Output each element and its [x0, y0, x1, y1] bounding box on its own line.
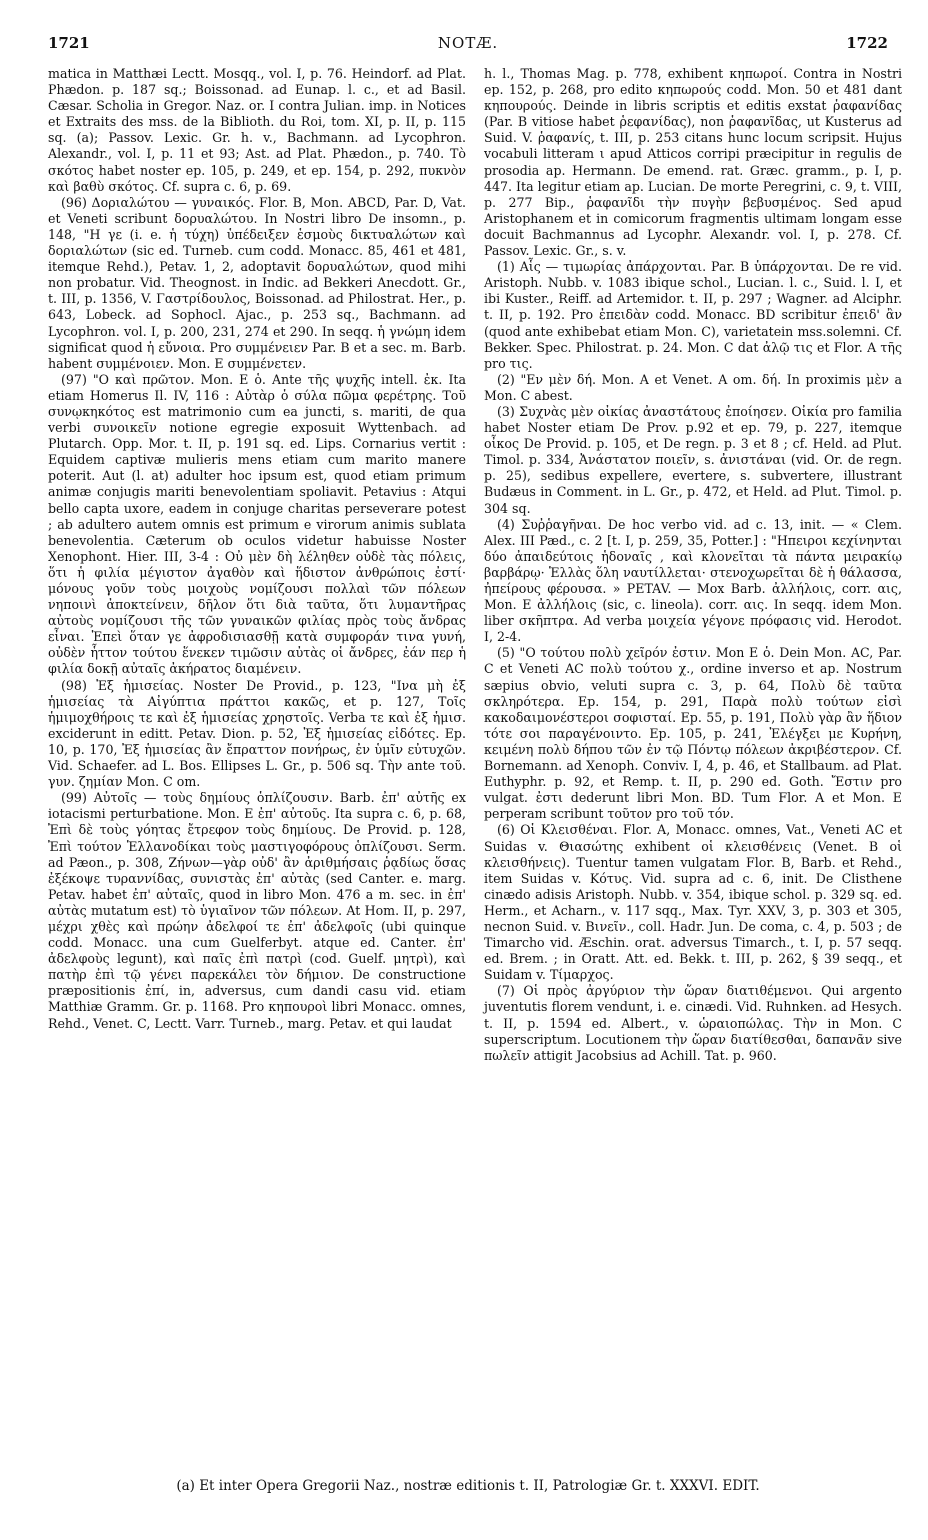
note-3: (3) Συχνὰς μὲν οἰκίας ἀναστάτους ἐποίησεν. Οἰκία pro familia habet Noster etiam De Prov. p.92 et ep. 79, p. 227, itemque οἶκος De Provid. p. 105, et De regn. p. 3 et 8 ; cf. Held. ad Plut. Timol. p. 334, Ἀνάστατον ποιεῖν, s. ἀνιστάναι (vid. Or. de regn. p. 25), sedibus expellere, evertere, s. subvertere, illustrant Budæus in Comment. in L. Gr., p. 472, et Held. ad Plut. Timol. p. 304 sq.	[484, 403, 902, 516]
running-title: NOTÆ.	[437, 34, 499, 52]
note-98: (98) Ἐξ ἡμισείας. Noster De Provid., p. 123, "Ινα μὴ ἐξ ἡμισείας τὰ Αἰγύπτια πράττοι κακῶς, et p. 127, Τοῖς ἡμιμοχθήροις τε καὶ ἐξ ἡμισείας χρηστοῖς. Verba τε καὶ ἐξ ἡμισ. exciderunt in editt. Petav. Dion. p. 52, Ἐξ ἡμισείας εἰδότες. Ep. 10, p. 170, Ἐξ ἡμισείας ἂν ἔπραττον πονήρως, ἐν ὑμῖν εὐτυχῶν. Vid. Schaefer. ad L. Bos. Ellipses L. Gr., p. 506 sq. Τὴν ante τοῦ. γυν. ζημίαν Mon. C om.	[48, 677, 466, 790]
note-paragraph: h. l., Thomas Mag. p. 778, exhibent κηπωροί. Contra in Nostri ep. 152, p. 268, pro edito κηπωρούς codd. Mon. 50 et 481 dant κηπουρούς. Deinde in libris scriptis et editis exstat ῥαφανίδας (Par. B vitiose habet ῥεφανίδας), non ῥαφανῖδας, ut Kusterus ad Suid. V. ῥαφανίς, t. III, p. 253 citans hunc locum scripsit. Hujus vocabuli litteram ι apud Atticos corripi præcipitur in regulis de prosodia ap. Hermann. De emend. rat. Græc. gramm., p. I, p. 447. Ita legitur etiam ap. Lucian. De morte Peregrini, c. 9, t. VIII, p. 277 Bip., ῥαφανῖδι τὴν πυγὴν βεβυσμένος. Sed apud Aristophanem et in comicorum fragmentis ultimam longam esse docuit Bachmannus ad Lycophr. Alexandr. vol. I, p. 278. Cf. Passov. Lexic. Gr., s. v.	[484, 66, 902, 259]
page-header	[48, 34, 888, 56]
note-7: (7) Οἱ πρὸς ἀργύριον τὴν ὥραν διατιθέμενοι. Qui argento juventutis florem vendunt, i. e. cinædi. Vid. Ruhnken. ad Hesych. t. II, p. 1594 ed. Albert., v. ὡραιοπώλας. Τὴν in Mon. C superscriptum. Locutionem τὴν ὥραν διατίθεσθαι, δαπανᾶν sive πωλεῖν attigit Jacobsius ad Achill. Tat. p. 960.	[484, 983, 902, 1063]
left-column	[48, 66, 466, 1032]
note-4: (4) Συῤῥαγῆναι. De hoc verbo vid. ad c. 13, init. — « Clem. Alex. III Pæd., c. 2 [t. I, p. 259, 35, Potter.] : "Ηπειροι κεχίνηνται δύο ἀπαιδεύτοις ἡδοναῖς , καὶ κλονεῖται τὰ πάντα μειρακίῳ βαρβάρῳ· Ἑλλὰς ὅλη ναυτίλλεται· στενοχωρεῖται δὲ ἡ θάλασσα, ἠπείρους φέρουσα. » PETAV. — Mox Barb. ἀλλήλοις, corr. αις, Mon. E ἀλλήλοις (sic, c. lineola). corr. αις. In seqq. idem Mon. liber σκῆπτρα. Ad verba μοιχεία γέγονε πρόφασις vid. Herodot. I, 2-4.	[484, 516, 902, 645]
note-paragraph: matica in Matthæi Lectt. Mosqq., vol. I, p. 76. Heindorf. ad Plat. Phædon. p. 187 sq.; Boissonad. ad Eunap. l. c., et ad Basil. Cæsar. Scholia in Gregor. Naz. or. I contra Julian. imp. in Notices et Extraits des mss. de la Biblioth. du Roi, tom. XI, p. II, p. 115 sq. (a); Passov. Lexic. Gr. h. v., Bachmann. ad Lycophron. Alexandr., vol. I, p. 11 et 93; Ast. ad Plat. Phædon., p. 740. Τὸ σκότος habet noster ep. 105, p. 249, et ep. 154, p. 292, πυκνὸν καὶ βαθὺ σκότος. Cf. supra c. 6, p. 69.	[48, 66, 466, 194]
note-6: (6) Οἱ Κλεισθέναι. Flor. A, Monacc. omnes, Vat., Veneti AC et Suidas v. Θιασώτης exhibent οἱ κλεισθένεις (Venet. B οἱ κλεισθήνεις). Tuentur tamen vulgatam Flor. B, Barb. et Rehd., item Suidas v. Κότυς. Vid. supra ad c. 6, init. De Clisthene cinædo adisis Aristoph. Nubb. v. 354, ibique schol. p. 329 sq. ed. Herm., et Acharn., v. 117 sqq., Max. Tyr. XXV, 3, p. 303 et 305, necnon Suid. v. Βινεῖν., coll. Hadr. Jun. De coma, c. 4, p. 503 ; de Timarcho vid. Æschin. orat. adversus Timarch., t. I, p. 57 seqq. ed. Brem. ; in Oratt. Att. ed. Bekk. t. III, p. 262, § 39 seqq., et Suidam v. Τίμαρχος.	[484, 822, 902, 983]
note-1: (1) Αἷς — τιμωρίας ἀπάρχονται. Par. B ὑπάρχονται. De re vid. Aristoph. Nubb. v. 1083 ibique schol., Lucian. l. c., Suid. l. I, et ibi Kuster., Reiff. ad Artemidor. t. II, p. 297 ; Wagner. ad Alciphr. t. II, p. 192. Pro ἐπειδὰν codd. Monacc. BD scribitur ἐπειδ' ἂν (quod ante exhibebat etiam Mon. C), varietatein mss.solemni. Cf. Bekker. Spec. Philostrat. p. 24. Mon. C dat ἀλῷ τις et Flor. A τῆς pro τις.	[484, 259, 902, 371]
note-96: (96) Δοριαλώτου — γυναικός. Flor. B, Mon. ABCD, Par. D, Vat. et Veneti scribunt δορυαλώτου. In Nostri libro De insomn., p. 148, "Η γε (i. e. ἡ τύχη) ὑπέδειξεν ἑσμοὺς δικτυαλώτων καὶ δοριαλώτων (sic ed. Turneb. cum codd. Monacc. 85, 461 et 481, itemque Rehd.), Petav. 1, 2, adoptavit δορυαλώτων, quod mihi non probatur. Vid. Theognost. in Indic. ad Bekkeri Anecdott. Gr., t. III, p. 1356, V. Γαστρίδουλος, Boissonad. ad Philostrat. Her., p. 643, Lobeck. ad Sophocl. Ajac., p. 253 sq., Bachmann. ad Lycophron. vol. I, p. 200, 231, 274 et 290. In seqq. ἡ γνώμη idem significat quod ἡ εὔνοια. Pro συμμένειεν Par. B et a sec. m. Barb. habent συμμένοιεν. Mon. E συμμένετεν.	[48, 194, 466, 371]
note-99: (99) Αὐτοῖς — τοὺς δημίους ὁπλίζουσιν. Barb. ἐπ' αὐτῆς ex iotacismi perturbatione. Mon. E ἐπ' αὐτοῦς. Ita supra c. 6, p. 68, Ἐπὶ δὲ τοὺς γόητας ἔτρεφον τοὺς δημίους. De Provid. p. 128, Ἐπὶ τούτον Ἑλλανοδίκαι τοὺς μαστιγοφόρους ὁπλίζουσι. Serm. ad Pæon., p. 308, Ζήνων—γὰρ οὐδ' ἂν ἀριθμήσαις ῥᾳδίως ὅσας ἐξέκοψε τυραννίδας, συνιστὰς ἐπ' αὐτὰς (sed Canter. e. marg. Petav. habet ἐπ' αὐταῖς, quod in libro Mon. 476 a m. sec. in ἐπ' αὐτὰς mutatum est) τὸ ὑγιαῖνον τῶν πόλεων. At Hom. II, p. 297, μέχρι χθὲς καὶ πρώην ἀδελφοί τε ἐπ' ἀδελφοῖς (ubi quinque codd. Monacc. una cum Guelferbyt. atque ed. Canter. ἐπ' ἀδελφοὺς legunt), καὶ παῖς ἐπὶ πατρὶ (cod. Guelf. μητρὶ), καὶ πατὴρ ἐπὶ τῷ γένει παρεκάλει τὸν δήμιον. De constructione præpositionis ἐπί, in, adversus, cum dandi casu vid. etiam Matthiæ Gramm. Gr. p. 1168. Pro κηπουροὶ libri Monacc. omnes, Rehd., Venet. C, Lectt. Varr. Turneb., marg. Petav. et qui laudat	[48, 790, 466, 1031]
left-column-number: 1721	[48, 34, 90, 52]
right-column-number: 1722	[846, 34, 888, 52]
right-column	[484, 66, 902, 1064]
note-5: (5) "Ο τούτου πολὺ χεῖρόν ἐστιν. Mon E ὁ. Dein Mon. AC, Par. C et Veneti AC πολὺ τούτου χ., ordine inverso et ap. Nostrum sæpius obvio, veluti supra c. 3, p. 64, Πολὺ δὲ ταῦτα σκληρότερα. Ep. 154, p. 291, Παρὰ πολὺ τούτων εἰσὶ κακοδαιμονέστεροι σοφισταί. Ep. 55, p. 191, Πολὺ γὰρ ἂν ἥδιον τότε σοι παραγένοιντο. Ep. 105, p. 241, Ἐλέγξει με Κυρήνη, κειμένη πολὺ δήπου τῶν ἐν τῷ Πόντῳ πόλεων ἀκριβέστερον. Cf. Bornemann. ad Xenoph. Conviv. I, 4, p. 46, et Stallbaum. ad Plat. Euthyphr. p. 92, et Remp. t. II, p. 290 ed. Goth. Ἔστιν pro vulgat. ἐστι dederunt libri Mon. BD. Tum Flor. A et Mon. E perperam scribunt τοῦτον pro τοῦ τόν.	[484, 645, 902, 822]
note-97: (97) "Ο καὶ πρῶτον. Mon. E ὁ. Ante τῆς ψυχῆς intell. ἐκ. Ita etiam Homerus Il. IV, 116 : Αὐτὰρ ὁ σύλα πῶμα φερέτρης. Τοῦ συνῳκηκότος est matrimonio cum ea juncti, s. mariti, de qua verbi συνοικεῖν notione egregie exposuit Wyttenbach. ad Plutarch. Opp. Mor. t. II, p. 191 sq. ed. Lips. Cornarius vertit : Equidem captivæ mulieris mens etiam cum marito manere poterit. Aut (l. at) adulter hoc ipsum est, quod etiam primum animæ conjugis mariti benevolentiam spoliavit. Petavius : Atqui bello capta uxore, eadem in conjuge charitas perseverare potest ; ab adultero autem omnis est primum e virorum animis sublata benevolentia. Cæterum ob oculos videtur habuisse Noster Xenophont. Hier. III, 3-4 : Οὐ μὲν δὴ λέληθεν οὐδὲ τὰς πόλεις, ὅτι ἡ φιλία μέγιστον ἀγαθὸν καὶ ἥδιστον ἀνθρώποις ἐστί· μόνους γοῦν τοὺς μοιχοὺς νομίζουσι πολλαὶ τῶν πόλεων νηποινὶ ἀποκτείνειν, δῆλον ὅτι διὰ ταῦτα, ὅτι λυμαντῆρας αὐτοὺς νομίζουσι τῆς τῶν γυναικῶν φιλίας πρὸς τοὺς ἄνδρας εἶναι. Ἐπεὶ ὅταν γε ἀφροδισιασθῇ κατὰ συμφοράν τινα γυνή, οὐδὲν ἧττον τούτου ἕνεκεν τιμῶσιν αὐτὰς οἱ ἄνδρες, ἐάν περ ἡ φιλία δοκῇ αὐταῖς ἀκήρατος διαμένειν.	[48, 371, 466, 677]
note-2: (2) "Εν μὲν δή. Mon. A et Venet. A om. δή. In proximis μὲν a Mon. C abest.	[484, 371, 902, 403]
footnote: (a) Et inter Opera Gregorii Naz., nostræ editionis t. II, Patrologiæ Gr. t. XXXVI. EDIT.	[176, 1478, 760, 1494]
